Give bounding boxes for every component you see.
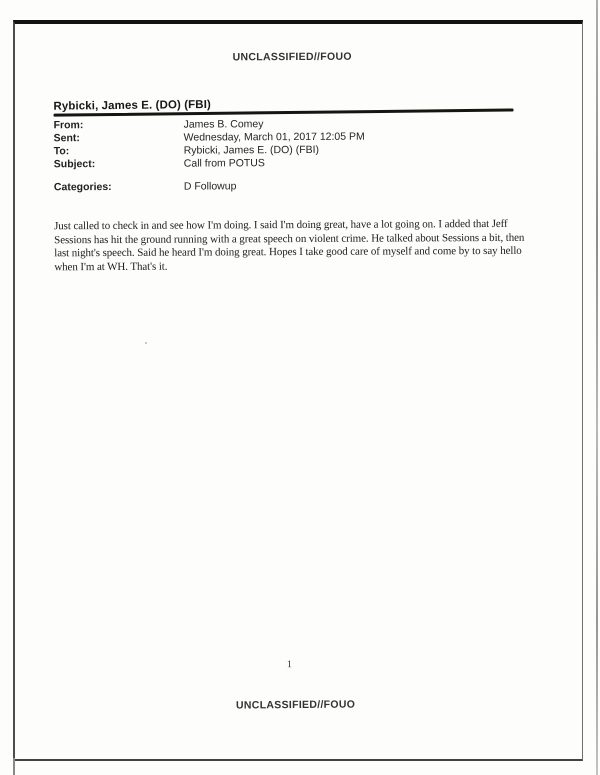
field-value-subject: Call from POTUS xyxy=(183,157,265,170)
field-value-from: James B. Comey xyxy=(183,118,264,131)
email-header-block xyxy=(54,118,366,195)
header-row-subject xyxy=(54,157,365,172)
field-label-sent: Sent: xyxy=(53,132,80,145)
header-row-categories xyxy=(54,180,365,195)
field-label-to: To: xyxy=(53,145,70,158)
email-body: Just called to check in and see how I'm doing. I said I'm doing great, have a lot going on. I added that Jeff Sessions has hit the ground running with a great speech on violent crime. He talked about Sessions a bit, then last night's speech. Said he heard I'm doing great. Hopes I take good care of myself and come by to say hello when I'm at WH. That's it. xyxy=(54,217,525,274)
field-value-categories: D Followup xyxy=(183,180,237,193)
header-row-to xyxy=(54,144,365,159)
page-number: 1 xyxy=(286,659,292,671)
field-label-subject: Subject: xyxy=(53,158,96,171)
field-label-from: From: xyxy=(53,119,84,132)
field-value-sent: Wednesday, March 01, 2017 12:05 PM xyxy=(183,130,365,144)
field-value-to: Rybicki, James E. (DO) (FBI) xyxy=(183,144,320,157)
classification-banner-bottom: UNCLASSIFIED//FOUO xyxy=(235,698,356,712)
sender-name: Rybicki, James E. (DO) (FBI) xyxy=(53,98,211,113)
sender-header xyxy=(53,95,513,116)
field-label-categories: Categories: xyxy=(53,181,112,194)
classification-banner-top: UNCLASSIFIED//FOUO xyxy=(232,50,352,64)
